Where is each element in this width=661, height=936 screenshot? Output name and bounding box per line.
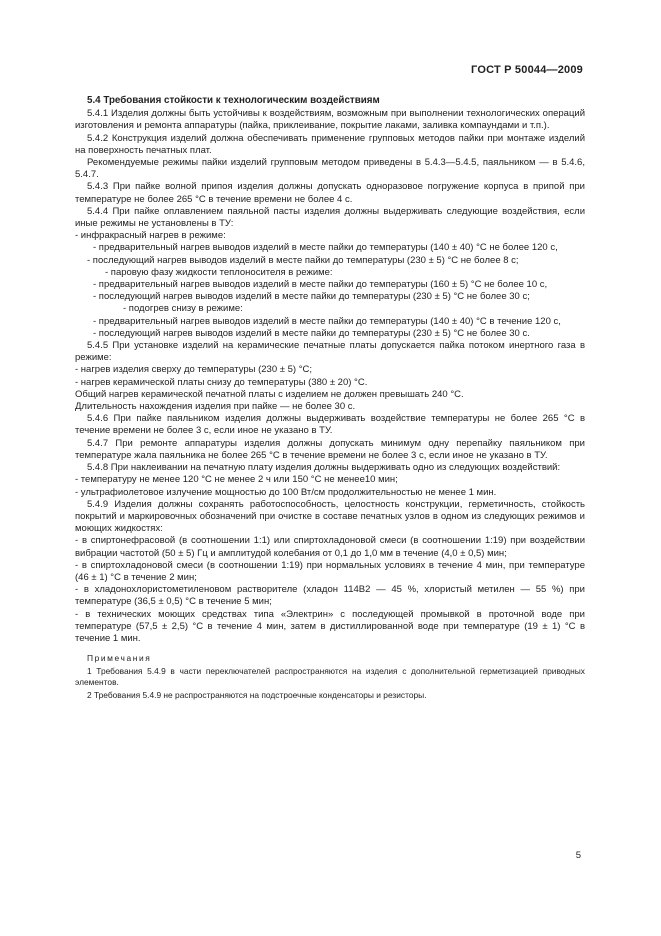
paragraph: 5.4.5 При установке изделий на керамические печатные платы допускается пайка потоком инертного газа в режиме: — [75, 340, 585, 364]
paragraph: 5.4.3 При пайке волной припоя изделия должны допускать одноразовое погружение корпуса в припой при температуре не более 265 °С в течение времени не более 4 с. — [75, 181, 585, 205]
paragraph: - в спиртонефрасовой (в соотношении 1:1) или спиртохладоновой смеси (в соотношении 1:19) при воздействии вибрации частотой (50 ± 5) Гц и амплитудой колебания от 0,1 до 1,0 мм в течение (4,0 ± 0,5) мин; — [75, 535, 585, 559]
paragraph: 5.4.6 При пайке паяльником изделия должны выдерживать воздействие температуры не более 265 °С в течение времени не более 3 с, если иное не указано в ТУ. — [75, 413, 585, 437]
paragraph: - температуру не менее 120 °С не менее 2 ч или 150 °С не менее10 мин; — [75, 474, 398, 486]
paragraph: - инфракрасный нагрев в режиме: — [75, 230, 226, 242]
note: 1 Требования 5.4.9 в части переключателей распространяются на изделия с дополнительной герметизацией приводных элементов. — [75, 666, 585, 688]
section-title: 5.4 Требования стойкости к технологическим воздействиям — [87, 95, 380, 106]
paragraph: - нагрев керамической платы снизу до температуры (380 ± 20) °С. — [75, 376, 368, 388]
paragraph: - предварительный нагрев выводов изделий в месте пайки до температуры (140 ± 40) °С не более 120 с, — [93, 242, 558, 254]
paragraph: 5.4.4 При пайке оплавлением паяльной пасты изделия должны выдерживать следующие воздействия, если иные режимы не установлены в ТУ: — [75, 205, 585, 230]
paragraph: - в хладонохлористометиленовом растворителе (хладон 114В2 — 45 %, хлористый метилен — 55 %) при температуре (36,5 ± 0,5) °С в течение 5 мин; — [75, 584, 585, 608]
page-number: 5 — [575, 850, 581, 861]
paragraph-list — [75, 108, 585, 645]
document-body — [75, 95, 585, 701]
notes-title: Примечания — [87, 653, 152, 664]
paragraph: - ультрафиолетовое излучение мощностью до 100 Вт/см продолжительностью не менее 1 мин. — [75, 486, 497, 498]
paragraph: 5.4.7 При ремонте аппаратуры изделия должны допускать минимум одну перепайку паяльником при температуре жала паяльника не более 265 °С в течение времени не более 3 с, если иное не указано в ТУ. — [75, 437, 585, 461]
document-header: ГОСТ Р 50044—2009 — [471, 64, 583, 76]
paragraph: - последующий нагрев выводов изделий в месте пайки до температуры (230 ± 5) °С не более 8 с; — [87, 254, 519, 266]
paragraph: - паровую фазу жидкости теплоносителя в режиме: — [105, 266, 333, 278]
note: 2 Требования 5.4.9 не распространяются на подстроечные конденсаторы и резисторы. — [87, 690, 427, 701]
paragraph: - предварительный нагрев выводов изделий в месте пайки до температуры (160 ± 5) °С не более 10 с, — [93, 279, 548, 291]
paragraph: Длительность нахождения изделия при пайке — не более 30 с. — [75, 401, 356, 413]
paragraph: - в спиртохладоновой смеси (в соотношении 1:19) при нормальных условиях в течение 4 мин, при температуре (46 ± 1) °С в течение 2 мин; — [75, 559, 585, 583]
notes-list — [75, 666, 585, 701]
paragraph: - последующий нагрев выводов изделий в месте пайки до температуры (230 ± 5) °С не более 30 с. — [93, 327, 530, 339]
paragraph: Рекомендуемые режимы пайки изделий групповым методом приведены в 5.4.3—5.4.5, паяльником — в 5.4.6, 5.4.7. — [75, 157, 585, 181]
paragraph: 5.4.8 При наклеивании на печатную плату изделия должны выдерживать одно из следующих воздействий: — [87, 462, 561, 474]
paragraph: - нагрев изделия сверху до температуры (230 ± 5) °С; — [75, 364, 312, 376]
paragraph: - в технических моющих средствах типа «Электрин» с последующей промывкой в проточной воде при температуре (57,5 ± 2,5) °С в течение 4 мин, затем в дистиллированной воде при температуре (19 ± 1) °С в течение 1 мин. — [75, 608, 585, 644]
paragraph: - последующий нагрев выводов изделий в месте пайки до температуры (230 ± 5) °С не более 30 с; — [93, 291, 530, 303]
paragraph: - предварительный нагрев выводов изделий в месте пайки до температуры (140 ± 40) °С в течение 120 с, — [93, 315, 561, 327]
paragraph: 5.4.9 Изделия должны сохранять работоспособность, целостность конструкции, герметичность, стойкость покрытий и маркировочных обозначений при очистке в составе печатных узлов в одном из следующих режимов и моющих жидкостях: — [75, 498, 585, 535]
paragraph: 5.4.2 Конструкция изделий должна обеспечивать применение групповых методов пайки при монтаже изделий на поверхность печатных плат. — [75, 132, 585, 156]
paragraph: Общий нагрев керамической печатной платы с изделием не должен превышать 240 °С. — [75, 388, 464, 400]
paragraph: - подогрев снизу в режиме: — [123, 303, 243, 315]
paragraph: 5.4.1 Изделия должны быть устойчивы к воздействиям, возможным при выполнении технологических операций изготовления и ремонта аппаратуры (пайка, приклеивание, покрытие лаками, заливка компаундами и т.п.). — [75, 108, 585, 132]
